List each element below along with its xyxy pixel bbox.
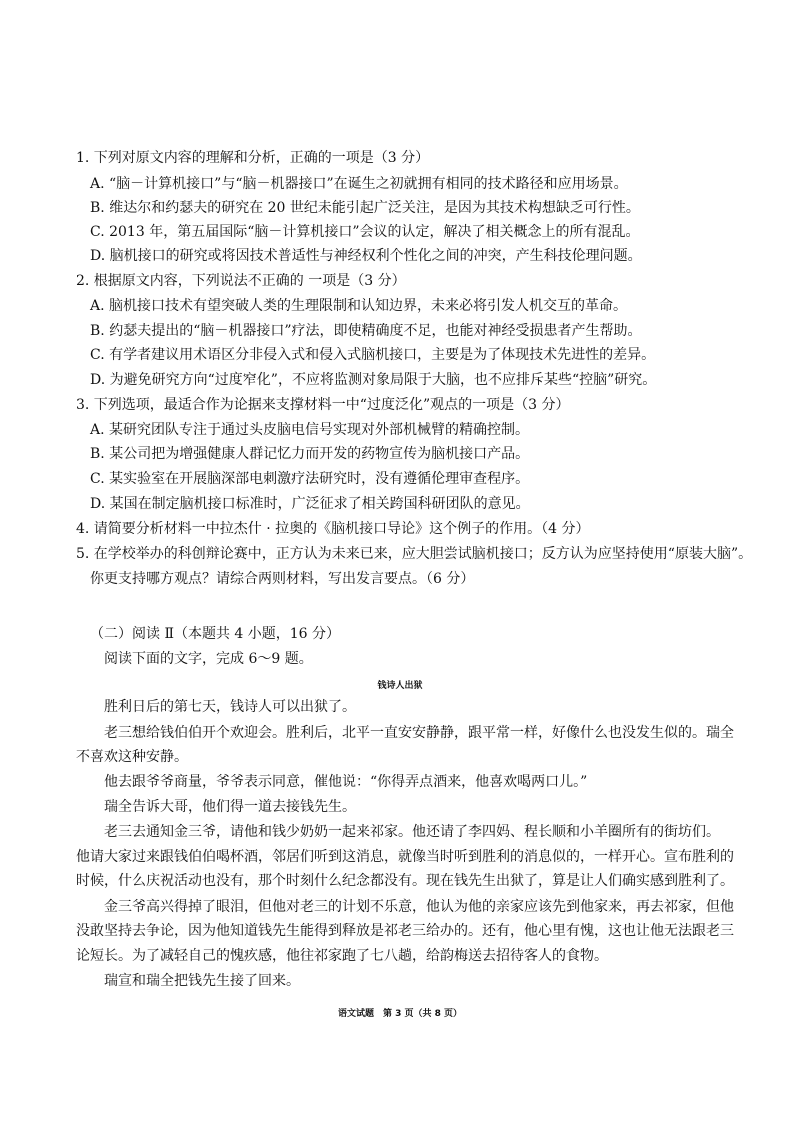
passage-line: 不喜欢这种安静。: [76, 749, 188, 765]
passage-line: 瑞宣和瑞全把钱先生接了回来。: [104, 973, 300, 989]
q2-option-d: D. 为避免研究方向“过度窄化”，不应将监测对象局限于大脑，也不应排斥某些“控脑”研究。: [90, 372, 657, 388]
q4-stem: 4. 请简要分析材料一中拉杰什 · 拉奥的《脑机接口导论》这个例子的作用。（4 分）: [76, 521, 590, 537]
q3-stem: 3. 下列选项，最适合作为论据来支撑材料一中“过度泛化”观点的一项是（3 分）: [76, 397, 570, 413]
section2-heading: （二）阅读 Ⅱ（本题共 4 小题，16 分）: [90, 626, 341, 642]
q1-option-d: D. 脑机接口的研究或将因技术普适性与神经权利个性化之间的冲突，产生科技伦理问题。: [90, 248, 642, 264]
q2-option-c: C. 有学者建议用术语区分非侵入式和侵入式脑机接口，主要是为了体现技术先进性的差异。: [90, 347, 656, 363]
q5-stem-line1: 5. 在学校举办的科创辩论赛中，正方认为未来已来，应大胆尝试脑机接口；反方认为应坚持使用“原装大脑”。: [76, 546, 753, 562]
passage-title: 钱诗人出狱: [377, 681, 423, 691]
passage-line: 没敢坚持去争论，因为他知道钱先生能得到释放是祁老三给办的。还有，他心里有愧，这也让他无法跟老三: [76, 923, 734, 939]
q3-option-b: B. 某公司把为增强健康人群记忆力而开发的药物宣传为脑机接口产品。: [90, 446, 530, 462]
passage-line: 老三想给钱伯伯开个欢迎会。胜利后，北平一直安安静静，跟平常一样，好像什么也没发生似的。瑞全: [104, 725, 734, 741]
passage-line: 他请大家过来跟钱伯伯喝杯酒，邻居们听到这消息，就像当时听到胜利的消息似的，一样开心。宣布胜利的: [76, 849, 734, 865]
passage-line: 胜利日后的第七天，钱诗人可以出狱了。: [104, 699, 356, 715]
q2-stem: 2. 根据原文内容，下列说法不正确的 一项是（3 分）: [76, 273, 406, 289]
q1-option-c: C. 2013 年，第五届国际“脑－计算机接口”会议的认定，解决了相关概念上的所有混乱。: [90, 224, 640, 240]
q1-option-a: A. “脑－计算机接口”与“脑－机器接口”在诞生之初就拥有相同的技术路径和应用场景。: [90, 176, 628, 192]
q2-option-a: A. 脑机接口技术有望突破人类的生理限制和认知边界，未来必将引发人机交互的革命。: [90, 298, 628, 314]
passage-line: 金三爷高兴得掉了眼泪，但他对老三的计划不乐意，他认为他的亲家应该先到他家来，再去祁家，但他: [104, 899, 734, 915]
q2-option-b: B. 约瑟夫提出的“脑－机器接口”疗法，即使精确度不足，也能对神经受损患者产生帮助。: [90, 323, 642, 339]
passage-line: 时候，什么庆祝活动也没有，那个时刻什么纪念都没有。现在钱先生出狱了，算是让人们确实感到胜利了。: [76, 873, 734, 889]
q3-option-a: A. 某研究团队专注于通过头皮脑电信号实现对外部机械臂的精确控制。: [90, 422, 530, 438]
q1-stem: 1. 下列对原文内容的理解和分析，正确的一项是（3 分）: [76, 150, 430, 166]
passage-line: 他去跟爷爷商量，爷爷表示同意，催他说：“你得弄点酒来，他喜欢喝两口儿。”: [104, 774, 588, 790]
q5-stem-line2: 你更支持哪方观点？请综合两则材料，写出发言要点。（6 分）: [90, 571, 475, 587]
q3-option-d: D. 某国在制定脑机接口标准时，广泛征求了相关跨国科研团队的意见。: [90, 496, 530, 512]
passage-line: 瑞全告诉大哥，他们得一道去接钱先生。: [104, 799, 356, 815]
page-footer: 语文试题 第 3 页（共 8 页）: [337, 1009, 463, 1019]
section2-instruction: 阅读下面的文字，完成 6～9 题。: [104, 651, 313, 667]
q3-option-c: C. 某实验室在开展脑深部电刺激疗法研究时，没有遵循伦理审查程序。: [90, 471, 530, 487]
passage-line: 老三去通知金三爷，请他和钱少奶奶一起来祁家。他还请了李四妈、程长顺和小羊圈所有的街坊们。: [104, 824, 720, 840]
q1-option-b: B. 维达尔和约瑟夫的研究在 20 世纪未能引起广泛关注，是因为其技术构想缺乏可行性。: [90, 200, 640, 216]
passage-line: 论短长。为了减轻自己的愧疚感，他往祁家跑了七八趟，给韵梅送去招待客人的食物。: [76, 948, 608, 964]
